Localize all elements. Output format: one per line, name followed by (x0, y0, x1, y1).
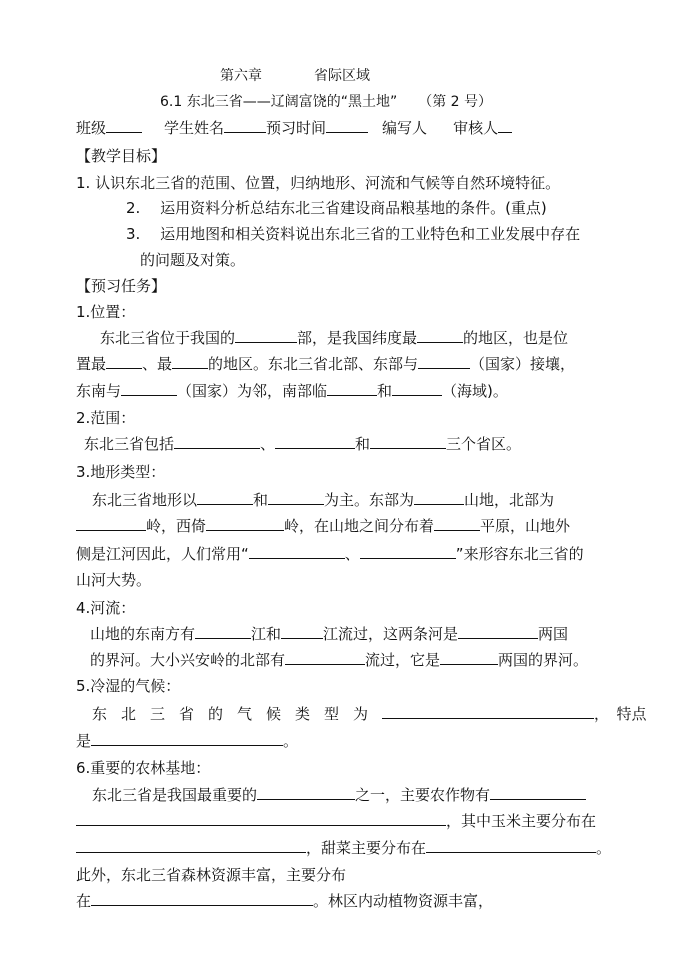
section-2-line-1: 东北三省包括 、 和 三个省区。 (84, 435, 522, 453)
section-6-line-4: 此外，东北三省森林资源丰富，主要分布 (76, 866, 347, 884)
chapter-title: 第六章 省际区域 (220, 68, 370, 84)
section-1-line-2: 置最 、最 的地区。东北三省北部、东部与 （国家）接壤， (76, 355, 576, 373)
section-5-title: 5.冷湿的气候： (76, 677, 181, 695)
section-3-line-2: 岭，西倚 岭，在山地之间分布着 平原，山地外 (76, 516, 570, 536)
tasks-heading: 【预习任务】 (76, 277, 167, 295)
section-6-line-1: 东北三省是我国最重要的 之一，主要农作物有 (92, 785, 586, 805)
section-5-line-1: 东北三省的气候类型为 ， 特点 (92, 705, 647, 723)
lesson-subtitle: 6.1 东北三省——辽阔富饶的“黑土地” （第 2 号） (160, 94, 493, 110)
info-line: 班级 学生姓名 预习时间 编写人 审核人 (76, 118, 512, 138)
section-4-line-1: 山地的东南方有 江和 江流过，这两条河是 两国 (90, 625, 569, 643)
section-1-line-1: 东北三省位于我国的 部，是我国纬度最 的地区，也是位 (100, 329, 569, 347)
section-5-line-2: 是 。 (76, 732, 299, 750)
section-3-line-1: 东北三省地形以 和 为主。东部为 山地，北部为 (92, 491, 555, 509)
section-2-title: 2.范围： (76, 409, 136, 427)
goal-3-cont: 的问题及对策。 (140, 251, 246, 269)
section-6-line-3: ，甜菜主要分布在 。 (76, 838, 611, 858)
section-6-title: 6.重要的农林基地： (76, 759, 211, 777)
section-1-title: 1.位置： (76, 303, 136, 321)
section-6-line-2: ，其中玉米主要分布在 (76, 811, 596, 831)
section-3-title: 3.地形类型： (76, 463, 166, 481)
goal-2: 2. 运用资料分析总结东北三省建设商品粮基地的条件。(重点) (126, 199, 547, 217)
section-6-line-5: 在 。林区内动植物资源丰富， (76, 892, 494, 910)
goal-1: 1. 认识东北三省的范围、位置，归纳地形、河流和气候等自然环境特征。 (76, 174, 561, 192)
section-1-line-3: 东南与 （国家）为邻，南部临 和 （海域)。 (76, 382, 508, 400)
section-3-line-4: 山河大势。 (76, 571, 152, 589)
section-3-line-3: 侧是江河因此，人们常用“ 、 ”来形容东北三省的 (76, 545, 584, 563)
goal-3: 3. 运用地图和相关资料说出东北三省的工业特色和工业发展中存在 (126, 225, 581, 243)
section-4-title: 4.河流： (76, 599, 136, 617)
goals-heading: 【教学目标】 (76, 147, 167, 165)
section-4-line-2: 的界河。大小兴安岭的北部有 流过，它是 两国的界河。 (90, 651, 589, 669)
